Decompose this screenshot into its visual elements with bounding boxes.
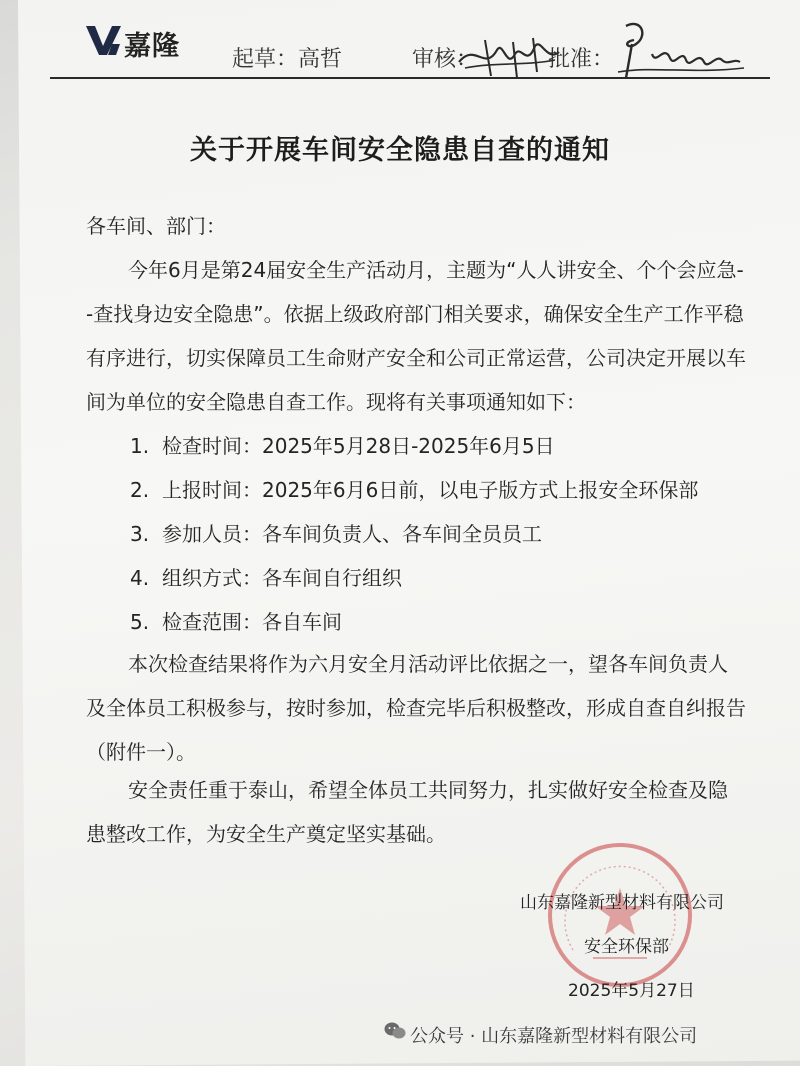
list-item	[130, 518, 542, 547]
item-number: 5.	[130, 610, 150, 634]
intro-paragraph: 今年6月是第24届安全生产活动月，主题为“人人讲安全、个个会应急--查找身边安全隐患”。依据上级政府部门相关要求，确保安全生产工作平稳有序进行，切实保障员工生命财产安全和公司正常运营，公司决定开展以车间为单位的安全隐患自查工作。现将有关事项通知如下：	[86, 258, 746, 414]
item-number: 4.	[130, 566, 150, 590]
approver-signature	[612, 14, 752, 84]
results-paragraph: 本次检查结果将作为六月安全月活动评比依据之一，望各车间负责人及全体员工积极参与，按时参加，检查完毕后积极整改，形成自查自纠报告（附件一）。	[86, 652, 746, 764]
watermark-text: 公众号 · 山东嘉隆新型材料有限公司	[410, 1026, 698, 1047]
logo-text: 嘉隆	[124, 31, 180, 62]
closing-paragraph: 安全责任重于泰山，希望全体员工共同努力，扎实做好安全检查及隐患整改工作，为安全生产奠定坚实基础。	[86, 778, 728, 846]
item-text: 检查时间：2025年5月28日-2025年6月5日	[162, 434, 555, 458]
document-header	[0, 0, 800, 80]
list-item	[130, 606, 342, 635]
logo-mark-icon	[86, 24, 122, 56]
signing-date: 2025年5月27日	[568, 981, 695, 1001]
draft-label: 起草：	[232, 47, 299, 72]
list-item	[130, 474, 698, 503]
signing-company: 山东嘉隆新型材料有限公司	[520, 893, 724, 913]
list-item	[130, 430, 555, 459]
header-divider	[50, 77, 770, 79]
item-text: 组织方式：各车间自行组织	[162, 566, 402, 590]
greeting: 各车间、部门：	[86, 214, 226, 238]
signing-department: 安全环保部	[584, 937, 669, 957]
review-label: 审核：	[412, 47, 479, 72]
draft-name: 高哲	[298, 47, 343, 72]
approve-label: 批准：	[548, 47, 615, 72]
item-text: 参加人员：各车间负责人、各车间全员员工	[162, 522, 542, 546]
reviewer-signature	[455, 32, 565, 82]
item-text: 上报时间：2025年6月6日前，以电子版方式上报安全环保部	[162, 478, 699, 502]
item-number: 2.	[130, 478, 150, 502]
item-number: 3.	[130, 522, 150, 546]
document-title: 关于开展车间安全隐患自查的通知	[190, 135, 610, 166]
company-logo	[86, 24, 206, 62]
list-item	[130, 562, 402, 591]
official-seal-stamp	[545, 840, 695, 990]
item-number: 1.	[130, 434, 150, 458]
wechat-icon	[384, 1021, 406, 1041]
item-text: 检查范围：各自车间	[162, 610, 342, 634]
